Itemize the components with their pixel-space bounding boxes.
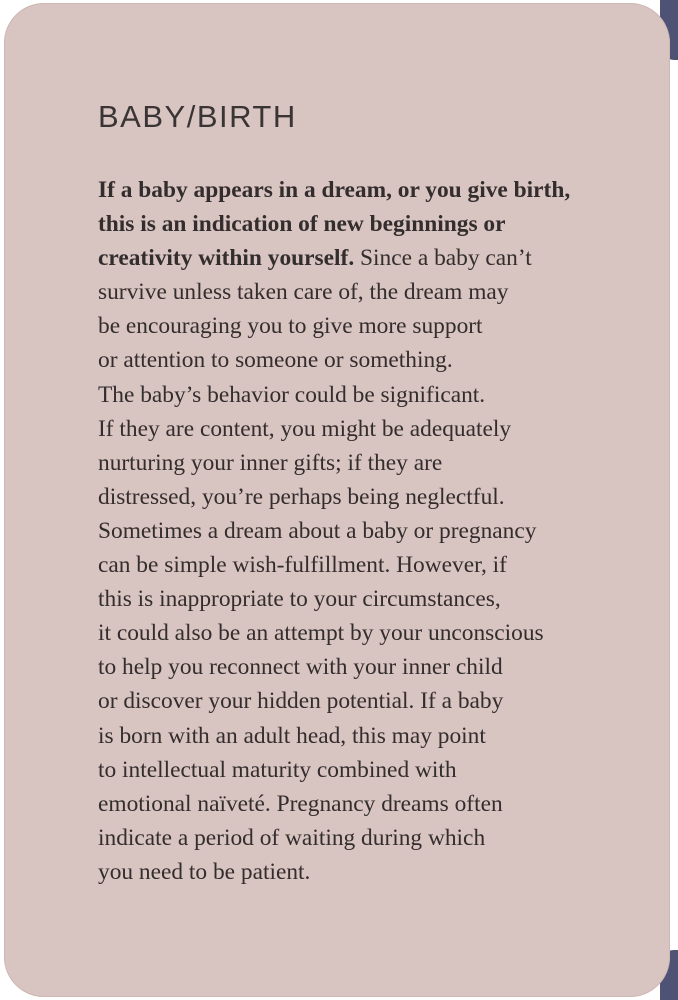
body-line-11: Sometimes a dream about a baby or pregnancy bbox=[98, 517, 537, 544]
body-line-20: indicate a period of waiting during which bbox=[98, 824, 486, 851]
body-line-15: to help you reconnect with your inner child bbox=[98, 654, 503, 681]
body-line-3 bbox=[98, 241, 598, 275]
body-line-8: If they are content, you might be adequately bbox=[98, 415, 512, 442]
body-line-5: be encouraging you to give more support bbox=[98, 313, 483, 340]
body-line-7: The baby’s behavior could be significant. bbox=[98, 381, 486, 408]
dream-card bbox=[4, 3, 670, 997]
body-line-4: survive unless taken care of, the dream may bbox=[98, 279, 509, 306]
body-line-18: to intellectual maturity combined with bbox=[98, 756, 457, 783]
body-line-6: or attention to someone or something. bbox=[98, 347, 453, 374]
body-line-19: emotional naïveté. Pregnancy dreams often bbox=[98, 790, 503, 817]
body-line-3-bold: creativity within yourself. bbox=[98, 245, 355, 272]
body-line-14: it could also be an attempt by your unconscious bbox=[98, 620, 544, 647]
card-body bbox=[98, 173, 598, 889]
body-line-16: or discover your hidden potential. If a baby bbox=[98, 688, 504, 715]
body-line-12: can be simple wish-fulfillment. However, if bbox=[98, 552, 507, 579]
body-line-2: this is an indication of new beginnings or bbox=[98, 211, 506, 238]
body-line-13: this is inappropriate to your circumstances, bbox=[98, 586, 501, 613]
body-line-1: If a baby appears in a dream, or you give birth, bbox=[98, 177, 571, 203]
body-line-21: you need to be patient. bbox=[98, 858, 311, 885]
body-line-9: nurturing your inner gifts; if they are bbox=[98, 449, 443, 476]
card-title: BABY/BIRTH bbox=[98, 99, 297, 134]
body-line-17: is born with an adult head, this may point bbox=[98, 722, 486, 749]
body-line-3-regular: Since a baby can’t bbox=[354, 245, 532, 272]
body-line-10: distressed, you’re perhaps being neglectful. bbox=[98, 483, 505, 510]
